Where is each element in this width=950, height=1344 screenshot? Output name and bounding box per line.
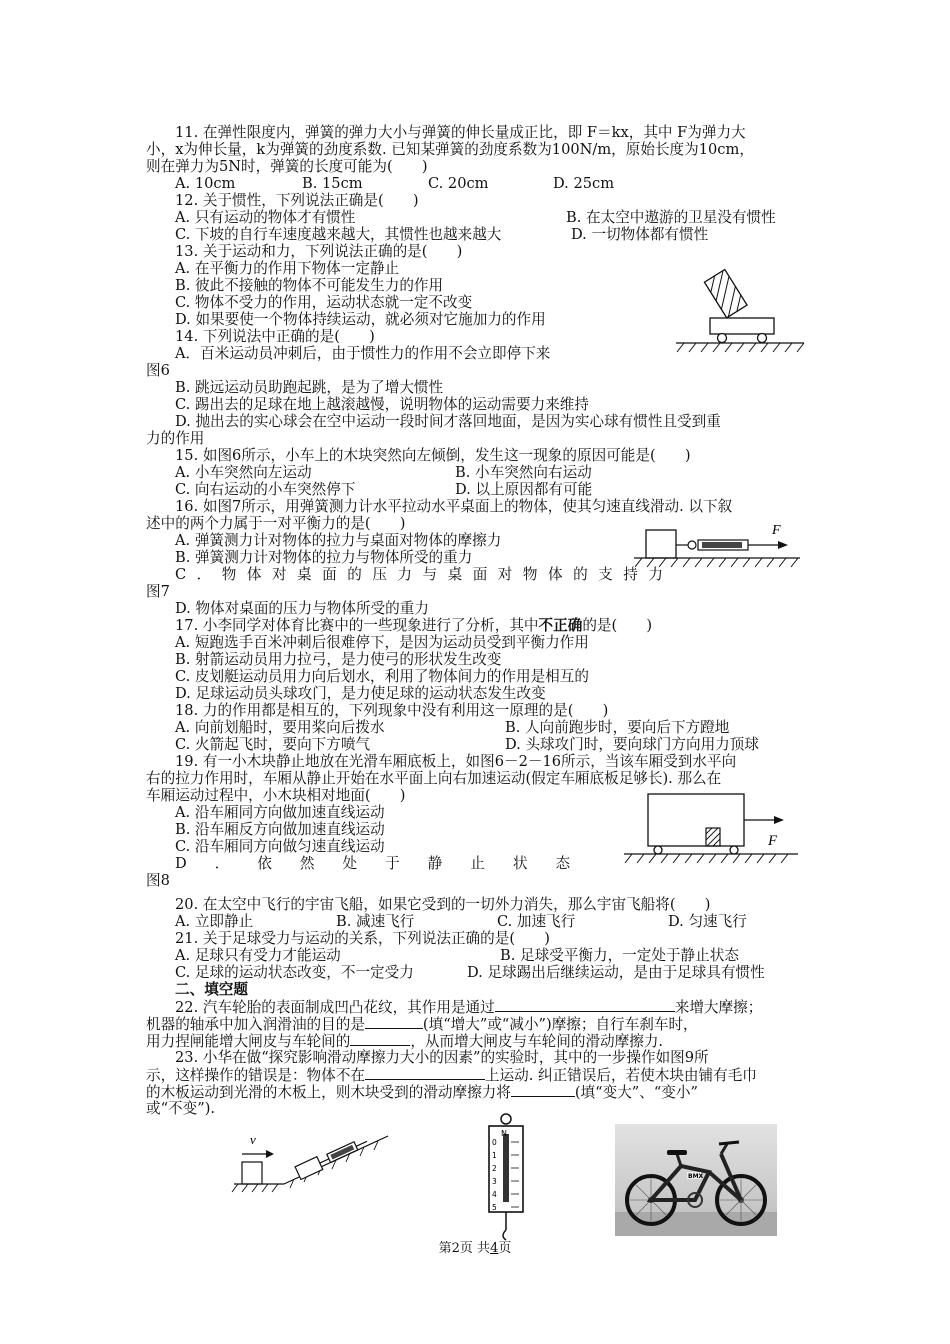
q11-option-d: D. 25cm [553,175,615,192]
q18-option-d: D. 头球攻门时，要向球门方向用力顶球 [505,736,759,753]
q22-text-5: 用力捏闸能增大闸皮与车轮间的 [146,1033,351,1050]
q17-stem-post: 的是( ) [582,617,653,634]
bicycle-brand: BMX [688,1173,704,1180]
figure-7-spring-scale-diagram [632,518,802,580]
figure-8-caption: 图8 [146,872,170,889]
footer-total-pages: 4 [490,1241,499,1256]
q19-line2: 右的拉力作用时，车厢从静止开始在水平面上向右加速运动(假定车厢底板足够长). 那么在 [146,770,722,787]
q15-stem: 15. 如图6所示，小车上的木块突然向左倾倒，发生这一现象的原因可能是( ) [175,447,691,464]
figure-9-incline-diagram [228,1130,398,1202]
q12-option-a: A. 只有运动的物体才有惯性 [175,209,356,226]
q23-text-4: 的木板运动到光滑的木板上，则木块受到的滑动摩擦力将 [146,1084,511,1101]
q11-line2: 小，x为伸长量，k为弹簧的劲度系数. 已知某弹簧的劲度系数为100N/m，原始长度为10cm， [146,141,754,158]
q21-option-d: D. 足球踢出后继续运动，是由于足球具有惯性 [467,964,765,981]
q22-blank-1[interactable] [495,998,675,1012]
q19-line3: 车厢运动过程中，小木块相对地面( ) [146,787,406,804]
scale-tick-1: 1 [492,1151,497,1160]
q13-option-b: B. 彼此不接触的物体不可能发生力的作用 [175,277,444,294]
q11-line1: 11. 在弹性限度内，弹簧的弹力大小与弹簧的伸长量成正比，即 F＝kx，其中 F为弹力大 [175,124,746,141]
q17-option-d: D. 足球运动员头球攻门，是力使足球的运动状态发生改变 [175,685,546,702]
q15-option-b: B. 小车突然向右运动 [455,464,592,481]
q21-stem: 21. 关于足球受力与运动的关系，下列说法正确的是( ) [175,930,550,947]
q19-option-a: A. 沿车厢同方向做加速直线运动 [175,804,385,821]
q17-option-a: A. 短跑选手百米冲刺后很难停下，是因为运动员受到平衡力作用 [175,634,589,651]
q17-stem-pre: 17. 小李同学对体育比赛中的一些现象进行了分析，其中 [175,617,539,634]
q14-option-c: C. 踢出去的足球在地上越滚越慢，说明物体的运动需要力来维持 [175,396,589,413]
q11-option-a: A. 10cm [175,175,236,192]
q22-line2 [146,1015,698,1033]
footer-post: 页 [498,1241,512,1256]
q16-option-a: A. 弹簧测力计对物体的拉力与桌面对物体的摩擦力 [175,532,502,549]
q19-option-c: C. 沿车厢同方向做匀速直线运动 [175,838,385,855]
q20-option-d: D. 匀速飞行 [668,913,747,930]
q16-option-d: D. 物体对桌面的压力与物体所受的重力 [175,600,429,617]
q17-option-c: C. 皮划艇运动员用力向后划水，利用了物体间力的作用是相互的 [175,668,589,685]
q22-text-1: 22. 汽车轮胎的表面制成凹凸花纹，其作用是通过 [175,999,495,1016]
q21-option-a: A. 足球只有受力才能运动 [175,947,341,964]
q20-option-b: B. 减速飞行 [336,913,415,930]
figure-8-force-label: F [768,833,778,849]
figure-8-carriage-diagram [622,790,810,872]
q12-stem: 12. 关于惯性，下列说法正确是( ) [175,192,419,209]
q22-text-2: 来增大摩擦； [674,999,763,1016]
figure-7-caption: 图7 [146,583,170,600]
figure-9-velocity-label: v [250,1132,256,1147]
q14-option-b: B. 跳远运动员助跑起跳，是为了增大惯性 [175,379,444,396]
footer-pre: 第 [438,1241,452,1256]
q14-stem: 14. 下列说法中正确的是( ) [175,328,375,345]
q15-option-c: C. 向右运动的小车突然停下 [175,481,356,498]
q23-line2 [146,1066,757,1084]
q14-option-a: A．百米运动员冲刺后，由于惯性力的作用不会立即停下来 [175,345,551,362]
q20-option-c: C. 加速飞行 [497,913,576,930]
q17-stem-bold: 不正确 [538,617,583,634]
q21-option-c: C. 足球的运动状态改变，不一定受力 [175,964,414,981]
q20-option-a: A. 立即静止 [175,913,254,930]
q22-line3 [146,1032,663,1050]
q13-option-d: D. 如果要使一个物体持续运动，就必须对它施加力的作用 [175,311,546,328]
q18-option-c: C. 火箭起飞时，要向下方喷气 [175,736,371,753]
q22-blank-2[interactable] [365,1015,423,1029]
q16-option-c: C．物体对桌面的压力与桌面对物体的支持力 [175,566,674,583]
q18-option-b: B. 人向前跑步时，要向后下方蹬地 [505,719,730,736]
q22-blank-3[interactable] [350,1032,410,1046]
page-footer [0,1237,950,1256]
q23-line3 [146,1083,698,1101]
q11-option-c: C. 20cm [428,175,489,192]
scale-tick-3: 3 [492,1177,497,1186]
figure-7-force-label: F [772,523,781,538]
scale-tick-5: 5 [492,1203,497,1212]
q22-text-4: (填“增大”或“减小”)摩擦；自行车刹车时， [422,1016,698,1033]
q22-text-6: ，从而增大闸皮与车轮间的滑动摩擦力. [410,1033,664,1050]
figure-6-cart-diagram [672,268,807,360]
q15-option-a: A. 小车突然向左运动 [175,464,312,481]
q12-option-c: C. 下坡的自行车速度越来越大，其惯性也越来越大 [175,226,502,243]
q19-option-d: D．依然处于静止状态 [175,855,599,872]
q19-option-b: B. 沿车厢反方向做加速直线运动 [175,821,385,838]
q14-option-d-line2: 力的作用 [146,430,205,447]
q22-line1 [175,998,762,1016]
q23-blank-1[interactable] [365,1066,485,1080]
figure-6-caption: 图6 [146,362,170,379]
q19-line1: 19. 有一小木块静止地放在光滑车厢底板上，如图6－2－16所示，当该车厢受到水平向 [175,753,737,770]
q16-option-b: B. 弹簧测力计对物体的拉力与物体所受的重力 [175,549,473,566]
q18-option-a: A. 向前划船时，要用桨向后拨水 [175,719,385,736]
q17-option-b: B. 射箭运动员用力拉弓，是力使弓的形状发生改变 [175,651,502,668]
q23-line4: 或“不变”). [146,1100,216,1117]
q23-blank-2[interactable] [511,1083,575,1097]
scale-tick-4: 4 [492,1190,497,1199]
q13-option-a: A. 在平衡力的作用下物体一定静止 [175,260,400,277]
q23-line1: 23. 小华在做“探究影响滑动摩擦力大小的因素”的实验时，其中的一步操作如图9所 [175,1049,709,1066]
q15-option-d: D. 以上原因都有可能 [455,481,593,498]
q14-option-d-line1: D. 抛出去的实心球会在空中运动一段时间才落回地面，是因为实心球有惯性且受到重 [175,413,721,430]
q16-line2: 述中的两个力属于一对平衡力的是( ) [146,515,406,532]
q22-text-3: 机器的轴承中加入润滑油的目的是 [146,1016,365,1033]
q23-text-3: 上运动. 纠正错误后，若使木块由铺有毛巾 [484,1067,757,1084]
q23-text-5: (填“变大”、“变小” [574,1084,698,1101]
q13-stem: 13. 关于运动和力，下列说法正确的是( ) [175,243,463,260]
bicycle-photo [615,1124,777,1236]
scale-tick-2: 2 [492,1164,497,1173]
q20-stem: 20. 在太空中飞行的宇宙飞船，如果它受到的一切外力消失，那么宇宙飞船将( ) [175,896,711,913]
spring-scale-figure [484,1112,528,1242]
scale-unit-label: N [501,1129,507,1138]
q23-text-2: 示，这样操作的错误是：物体不在 [146,1067,365,1084]
q16-line1: 16. 如图7所示，用弹簧测力计水平拉动水平桌面上的物体，使其匀速直线滑动. 以下叙 [175,498,733,515]
footer-page-number: 2 [451,1241,460,1256]
q13-option-c: C. 物体不受力的作用，运动状态就一定不改变 [175,294,473,311]
footer-mid: 页 共 [459,1241,491,1256]
q21-option-b: B. 足球受平衡力，一定处于静止状态 [500,947,739,964]
q18-stem: 18. 力的作用都是相互的，下列现象中没有利用这一原理的是( ) [175,702,609,719]
q12-option-d: D. 一切物体都有惯性 [571,226,709,243]
q17-stem [175,617,652,634]
q12-option-b: B. 在太空中遨游的卫星没有惯性 [566,209,776,226]
q11-line3: 则在弹力为5N时，弹簧的长度可能为( ) [146,158,428,175]
section-fill-in-heading: 二、填空题 [175,981,248,998]
q11-option-b: B. 15cm [302,175,363,192]
scale-tick-0: 0 [492,1138,497,1147]
